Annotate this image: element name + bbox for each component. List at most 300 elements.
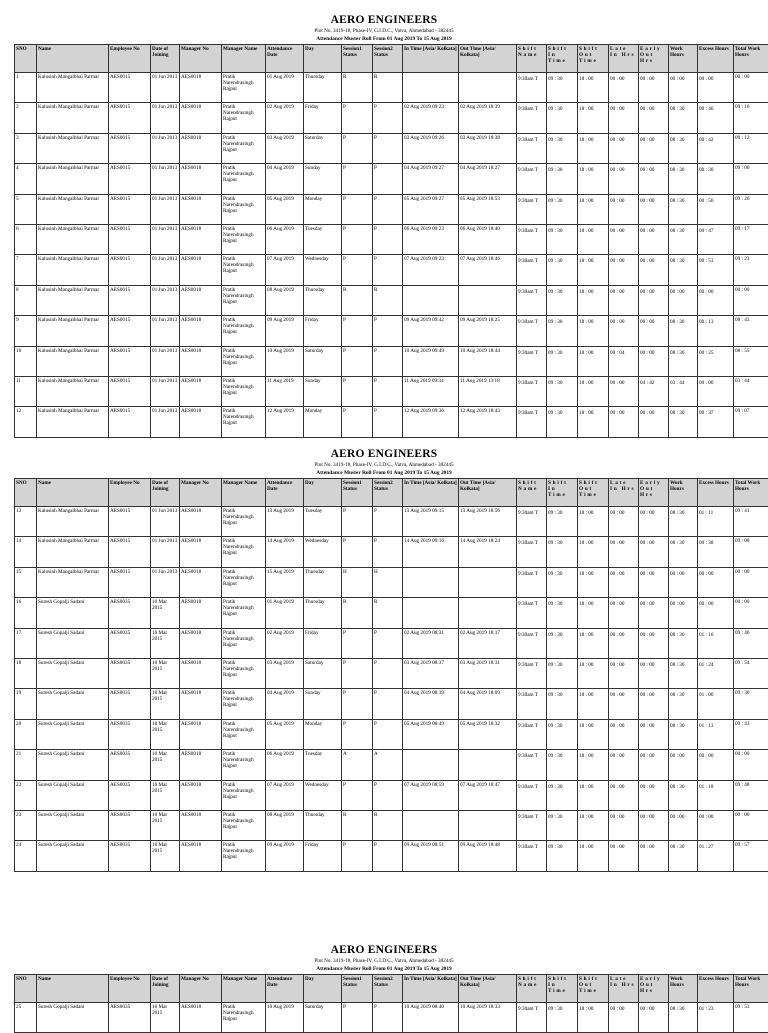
cell-session1-status: P	[342, 407, 373, 437]
cell-session2-status: R	[373, 73, 403, 103]
cell-manager-no: AES0018	[180, 133, 222, 163]
cell-session1-status: R	[342, 73, 373, 103]
column-header-excess-hours: Excess Hours	[698, 975, 734, 1003]
cell-late-in-hrs: 00 : 00	[609, 689, 639, 719]
cell-excess-hours: 00 : 00	[698, 567, 734, 597]
cell-shift-out-time: 18 : 00	[578, 628, 609, 658]
cell-in-time: 04 Aug 2019 09:27	[403, 164, 459, 194]
cell-name: Kalusinh Mangalbhai Parmar	[37, 285, 109, 315]
cell-date-of-joining: 10 Mar 2015	[151, 750, 180, 780]
cell-work-hours: 00 : 00	[669, 567, 698, 597]
column-header-out-time: Out Time [Asia/ Kolkata]	[459, 975, 517, 1003]
cell-in-time: 05 Aug 2019 08:49	[403, 719, 459, 749]
cell-in-time: 11 Aug 2019 09:34	[403, 376, 459, 406]
cell-session1-status: P	[342, 719, 373, 749]
cell-late-in-hrs: 00 : 00	[609, 224, 639, 254]
cell-employee-no: AES0015	[109, 376, 151, 406]
column-header-name: Name	[37, 975, 109, 1003]
cell-manager-name: Pratik Narendrasingh Rajput	[222, 719, 266, 749]
cell-excess-hours: 00 : 46	[698, 103, 734, 133]
cell-shift-in-time: 09 : 30	[547, 567, 578, 597]
cell-early-out-hrs: 00 : 00	[639, 689, 669, 719]
cell-shift-name: 9:30am T	[517, 1003, 547, 1033]
cell-late-in-hrs: 00 : 00	[609, 841, 639, 871]
cell-date-of-joining: 10 Mar 2015	[151, 1003, 180, 1033]
cell-session1-status: P	[342, 537, 373, 567]
column-header-total-work-hours: Total Work Hours	[734, 975, 768, 1003]
cell-shift-out-time: 18 : 00	[578, 598, 609, 628]
cell-early-out-hrs: 00 : 00	[639, 346, 669, 376]
cell-out-time: 02 Aug 2019 18:17	[459, 628, 517, 658]
cell-name: Kalusinh Mangalbhai Parmar	[37, 255, 109, 285]
cell-sno: 5	[15, 194, 37, 224]
cell-sno: 19	[15, 689, 37, 719]
cell-sno: 24	[15, 841, 37, 871]
table-row	[15, 133, 768, 163]
cell-total-work-hours: 09 : 48	[734, 780, 768, 810]
cell-manager-no: AES0018	[180, 537, 222, 567]
cell-excess-hours: 00 : 00	[698, 750, 734, 780]
cell-early-out-hrs: 00 : 00	[639, 841, 669, 871]
report-period-title: Attendance Muster Roll From 01 Aug 2019 To 15 Aug 2019	[14, 35, 754, 44]
cell-shift-in-time: 09 : 30	[547, 658, 578, 688]
column-header-date-of-joining: Date of Joining	[151, 479, 180, 507]
table-row	[15, 407, 768, 437]
cell-day: Saturday	[304, 1003, 342, 1033]
cell-day: Sunday	[304, 689, 342, 719]
cell-session1-status: P	[342, 689, 373, 719]
cell-session1-status: P	[342, 841, 373, 871]
cell-session1-status: P	[342, 164, 373, 194]
cell-out-time: 10 Aug 2019 18:33	[459, 1003, 517, 1033]
table-body	[15, 507, 768, 872]
cell-date-of-joining: 01 Jun 2013	[151, 255, 180, 285]
cell-date-of-joining: 10 Mar 2015	[151, 598, 180, 628]
cell-early-out-hrs: 00 : 00	[639, 316, 669, 346]
cell-out-time: 09 Aug 2019 18:48	[459, 841, 517, 871]
cell-sno: 21	[15, 750, 37, 780]
report-section	[14, 448, 754, 872]
cell-manager-no: AES0018	[180, 841, 222, 871]
cell-shift-name: 9:30am T	[517, 780, 547, 810]
cell-session2-status: P	[373, 255, 403, 285]
cell-attendance-date: 01 Aug 2019	[266, 598, 304, 628]
cell-date-of-joining: 01 Jun 2013	[151, 73, 180, 103]
column-header-session2-status: Session2 Status	[373, 975, 403, 1003]
cell-shift-name: 9:30am T	[517, 164, 547, 194]
cell-total-work-hours: 09 : 43	[734, 719, 768, 749]
cell-shift-name: 9:30am T	[517, 194, 547, 224]
table-row	[15, 750, 768, 780]
table-row	[15, 164, 768, 194]
table-row	[15, 1003, 768, 1033]
cell-manager-no: AES0018	[180, 194, 222, 224]
cell-sno: 1	[15, 73, 37, 103]
cell-shift-in-time: 09 : 30	[547, 507, 578, 537]
cell-late-in-hrs: 00 : 04	[609, 346, 639, 376]
cell-day: Friday	[304, 628, 342, 658]
table-row	[15, 346, 768, 376]
column-header-work-hours: Work Hours	[669, 975, 698, 1003]
cell-shift-in-time: 09 : 30	[547, 346, 578, 376]
cell-work-hours: 08 : 30	[669, 507, 698, 537]
cell-manager-name: Pratik Narendrasingh Rajput	[222, 658, 266, 688]
column-header-name: Name	[37, 479, 109, 507]
column-header-excess-hours: Excess Hours	[698, 45, 734, 73]
cell-manager-name: Pratik Narendrasingh Rajput	[222, 224, 266, 254]
cell-shift-out-time: 18 : 00	[578, 750, 609, 780]
cell-name: Suresh Gopalji Sadani	[37, 598, 109, 628]
cell-day: Monday	[304, 194, 342, 224]
cell-name: Kalusinh Mangalbhai Parmar	[37, 103, 109, 133]
table-row	[15, 567, 768, 597]
cell-sno: 7	[15, 255, 37, 285]
cell-total-work-hours: 09 : 23	[734, 255, 768, 285]
cell-manager-name: Pratik Narendrasingh Rajput	[222, 537, 266, 567]
cell-excess-hours: 00 : 25	[698, 346, 734, 376]
cell-manager-no: AES0018	[180, 255, 222, 285]
cell-early-out-hrs: 00 : 00	[639, 628, 669, 658]
cell-manager-name: Pratik Narendrasingh Rajput	[222, 316, 266, 346]
cell-manager-name: Pratik Narendrasingh Rajput	[222, 841, 266, 871]
cell-shift-in-time: 09 : 30	[547, 750, 578, 780]
company-address: Plot No. 3419-18, Phase-IV, G.I.D.C., Vatva, Ahmedabad - 382445	[14, 27, 754, 35]
cell-employee-no: AES0035	[109, 750, 151, 780]
cell-shift-name: 9:30am T	[517, 224, 547, 254]
cell-manager-no: AES0018	[180, 1003, 222, 1033]
column-header-employee-no: Employee No	[109, 479, 151, 507]
cell-day: Thursday	[304, 73, 342, 103]
cell-excess-hours: 00 : 38	[698, 537, 734, 567]
cell-shift-in-time: 09 : 30	[547, 285, 578, 315]
cell-late-in-hrs: 00 : 00	[609, 598, 639, 628]
cell-excess-hours: 00 : 00	[698, 810, 734, 840]
cell-day: Friday	[304, 316, 342, 346]
column-header-late-in-hrs: Late In Hrs	[609, 479, 639, 507]
table-row	[15, 689, 768, 719]
cell-manager-name: Pratik Narendrasingh Rajput	[222, 285, 266, 315]
cell-day: Saturday	[304, 133, 342, 163]
cell-session2-status: P	[373, 407, 403, 437]
cell-total-work-hours: 00 : 00	[734, 810, 768, 840]
cell-day: Saturday	[304, 346, 342, 376]
cell-employee-no: AES0035	[109, 689, 151, 719]
table-header	[15, 479, 768, 507]
cell-manager-no: AES0018	[180, 719, 222, 749]
cell-shift-name: 9:30am T	[517, 567, 547, 597]
cell-sno: 9	[15, 316, 37, 346]
cell-work-hours: 03 : 44	[669, 376, 698, 406]
cell-employee-no: AES0015	[109, 255, 151, 285]
cell-early-out-hrs: 00 : 00	[639, 407, 669, 437]
cell-excess-hours: 00 : 56	[698, 194, 734, 224]
cell-work-hours: 08 : 30	[669, 316, 698, 346]
cell-session2-status: P	[373, 133, 403, 163]
cell-manager-name: Pratik Narendrasingh Rajput	[222, 1003, 266, 1033]
cell-shift-out-time: 18 : 00	[578, 103, 609, 133]
cell-shift-out-time: 18 : 00	[578, 537, 609, 567]
cell-shift-name: 9:30am T	[517, 689, 547, 719]
cell-late-in-hrs: 00 : 00	[609, 255, 639, 285]
cell-total-work-hours: 00 : 00	[734, 567, 768, 597]
cell-work-hours: 08 : 30	[669, 407, 698, 437]
cell-out-time: 03 Aug 2019 18:31	[459, 658, 517, 688]
cell-in-time: 13 Aug 2019 09:15	[403, 507, 459, 537]
cell-employee-no: AES0035	[109, 810, 151, 840]
cell-shift-out-time: 18 : 00	[578, 376, 609, 406]
cell-shift-in-time: 09 : 30	[547, 376, 578, 406]
cell-in-time	[403, 750, 459, 780]
cell-shift-in-time: 09 : 30	[547, 780, 578, 810]
cell-out-time: 09 Aug 2019 18:25	[459, 316, 517, 346]
cell-excess-hours: 01 : 18	[698, 780, 734, 810]
cell-shift-out-time: 18 : 00	[578, 133, 609, 163]
cell-session1-status: P	[342, 224, 373, 254]
column-header-date-of-joining: Date of Joining	[151, 975, 180, 1003]
cell-work-hours: 00 : 00	[669, 810, 698, 840]
column-header-employee-no: Employee No	[109, 45, 151, 73]
cell-attendance-date: 08 Aug 2019	[266, 285, 304, 315]
cell-excess-hours: 01 : 11	[698, 507, 734, 537]
column-header-shift-in-time: Shift In Time	[547, 45, 578, 73]
column-header-shift-out-time: Shift Out Time	[578, 479, 609, 507]
cell-name: Kalusinh Mangalbhai Parmar	[37, 376, 109, 406]
cell-shift-in-time: 09 : 30	[547, 224, 578, 254]
column-header-in-time: In Time [Asia/ Kolkata]	[403, 975, 459, 1003]
report-section	[14, 14, 754, 438]
header-row	[15, 975, 768, 1003]
cell-manager-no: AES0018	[180, 407, 222, 437]
cell-late-in-hrs: 00 : 00	[609, 658, 639, 688]
cell-work-hours: 08 : 30	[669, 346, 698, 376]
cell-session1-status: P	[342, 1003, 373, 1033]
cell-shift-out-time: 18 : 00	[578, 316, 609, 346]
cell-session1-status: R	[342, 285, 373, 315]
cell-name: Kalusinh Mangalbhai Parmar	[37, 407, 109, 437]
table-row	[15, 316, 768, 346]
cell-session2-status: P	[373, 346, 403, 376]
cell-early-out-hrs: 00 : 00	[639, 719, 669, 749]
cell-excess-hours: 00 : 42	[698, 133, 734, 163]
cell-late-in-hrs: 00 : 00	[609, 103, 639, 133]
cell-manager-no: AES0018	[180, 376, 222, 406]
column-header-early-out-hrs: Early Out Hrs	[639, 975, 669, 1003]
cell-late-in-hrs: 00 : 00	[609, 316, 639, 346]
cell-session2-status: R	[373, 810, 403, 840]
cell-attendance-date: 05 Aug 2019	[266, 719, 304, 749]
column-header-manager-name: Manager Name	[222, 975, 266, 1003]
cell-session1-status: R	[342, 810, 373, 840]
cell-attendance-date: 02 Aug 2019	[266, 628, 304, 658]
cell-in-time: 14 Aug 2019 09:16	[403, 537, 459, 567]
cell-late-in-hrs: 00 : 00	[609, 164, 639, 194]
cell-date-of-joining: 01 Jun 2013	[151, 133, 180, 163]
cell-out-time: 13 Aug 2019 18:56	[459, 507, 517, 537]
cell-total-work-hours: 09 : 00	[734, 164, 768, 194]
cell-excess-hours: 00 : 00	[698, 285, 734, 315]
cell-shift-in-time: 09 : 30	[547, 841, 578, 871]
column-header-session1-status: Session1 Status	[342, 975, 373, 1003]
cell-out-time	[459, 598, 517, 628]
cell-attendance-date: 12 Aug 2019	[266, 407, 304, 437]
cell-session1-status: P	[342, 255, 373, 285]
cell-session2-status: P	[373, 780, 403, 810]
column-header-sno: SNO	[15, 479, 37, 507]
cell-sno: 8	[15, 285, 37, 315]
column-header-sno: SNO	[15, 45, 37, 73]
cell-work-hours: 00 : 00	[669, 750, 698, 780]
cell-early-out-hrs: 00 : 00	[639, 658, 669, 688]
cell-in-time: 12 Aug 2019 09:36	[403, 407, 459, 437]
cell-date-of-joining: 10 Mar 2015	[151, 780, 180, 810]
cell-work-hours: 08 : 30	[669, 719, 698, 749]
cell-date-of-joining: 10 Mar 2015	[151, 658, 180, 688]
cell-manager-no: AES0018	[180, 346, 222, 376]
cell-shift-in-time: 09 : 30	[547, 255, 578, 285]
cell-in-time	[403, 285, 459, 315]
cell-name: Suresh Gopalji Sadani	[37, 1003, 109, 1033]
cell-shift-out-time: 18 : 00	[578, 810, 609, 840]
cell-name: Kalusinh Mangalbhai Parmar	[37, 537, 109, 567]
cell-early-out-hrs: 00 : 00	[639, 255, 669, 285]
cell-name: Kalusinh Mangalbhai Parmar	[37, 507, 109, 537]
cell-date-of-joining: 01 Jun 2013	[151, 316, 180, 346]
cell-date-of-joining: 01 Jun 2013	[151, 346, 180, 376]
cell-session2-status: P	[373, 537, 403, 567]
cell-total-work-hours: 09 : 17	[734, 224, 768, 254]
cell-manager-no: AES0018	[180, 689, 222, 719]
cell-shift-in-time: 09 : 30	[547, 598, 578, 628]
cell-out-time: 03 Aug 2019 18:38	[459, 133, 517, 163]
column-header-early-out-hrs: Early Out Hrs	[639, 45, 669, 73]
cell-shift-out-time: 18 : 00	[578, 346, 609, 376]
company-address: Plot No. 3419-18, Phase-IV, G.I.D.C., Vatva, Ahmedabad - 382445	[14, 461, 754, 469]
cell-work-hours: 00 : 00	[669, 285, 698, 315]
cell-session2-status: P	[373, 316, 403, 346]
cell-session1-status: P	[342, 507, 373, 537]
cell-manager-name: Pratik Narendrasingh Rajput	[222, 194, 266, 224]
cell-manager-no: AES0018	[180, 628, 222, 658]
cell-attendance-date: 13 Aug 2019	[266, 507, 304, 537]
cell-date-of-joining: 01 Jun 2013	[151, 194, 180, 224]
column-header-early-out-hrs: Early Out Hrs	[639, 479, 669, 507]
cell-early-out-hrs: 00 : 00	[639, 224, 669, 254]
cell-out-time	[459, 73, 517, 103]
cell-work-hours: 08 : 30	[669, 780, 698, 810]
cell-attendance-date: 08 Aug 2019	[266, 810, 304, 840]
cell-shift-in-time: 09 : 30	[547, 719, 578, 749]
cell-session2-status: P	[373, 628, 403, 658]
cell-manager-name: Pratik Narendrasingh Rajput	[222, 376, 266, 406]
cell-shift-in-time: 09 : 30	[547, 194, 578, 224]
cell-out-time: 10 Aug 2019 18:44	[459, 346, 517, 376]
cell-early-out-hrs: 04 : 42	[639, 376, 669, 406]
cell-day: Thursday	[304, 285, 342, 315]
cell-shift-name: 9:30am T	[517, 719, 547, 749]
cell-manager-name: Pratik Narendrasingh Rajput	[222, 628, 266, 658]
column-header-shift-name: Shift Name	[517, 45, 547, 73]
column-header-excess-hours: Excess Hours	[698, 479, 734, 507]
cell-manager-name: Pratik Narendrasingh Rajput	[222, 810, 266, 840]
cell-late-in-hrs: 00 : 00	[609, 73, 639, 103]
cell-employee-no: AES0035	[109, 598, 151, 628]
cell-sno: 10	[15, 346, 37, 376]
cell-shift-in-time: 09 : 30	[547, 133, 578, 163]
cell-early-out-hrs: 00 : 00	[639, 194, 669, 224]
column-header-attendance-date: Attendance Date	[266, 479, 304, 507]
cell-excess-hours: 01 : 13	[698, 719, 734, 749]
cell-manager-name: Pratik Narendrasingh Rajput	[222, 689, 266, 719]
table-row	[15, 628, 768, 658]
cell-attendance-date: 03 Aug 2019	[266, 133, 304, 163]
cell-early-out-hrs: 00 : 00	[639, 103, 669, 133]
cell-session2-status: P	[373, 689, 403, 719]
column-header-session2-status: Session2 Status	[373, 479, 403, 507]
cell-total-work-hours: 09 : 54	[734, 658, 768, 688]
company-name: AERO ENGINEERS	[14, 448, 754, 461]
cell-shift-name: 9:30am T	[517, 841, 547, 871]
cell-in-time: 10 Aug 2019 09:49	[403, 346, 459, 376]
cell-out-time: 06 Aug 2019 18:40	[459, 224, 517, 254]
cell-out-time: 05 Aug 2019 18:32	[459, 719, 517, 749]
cell-in-time: 06 Aug 2019 09:23	[403, 224, 459, 254]
cell-in-time: 07 Aug 2019 09:23	[403, 255, 459, 285]
column-header-shift-name: Shift Name	[517, 479, 547, 507]
cell-shift-name: 9:30am T	[517, 407, 547, 437]
column-header-shift-in-time: Shift In Time	[547, 975, 578, 1003]
cell-employee-no: AES0035	[109, 658, 151, 688]
cell-employee-no: AES0035	[109, 780, 151, 810]
cell-attendance-date: 02 Aug 2019	[266, 103, 304, 133]
cell-employee-no: AES0015	[109, 507, 151, 537]
cell-in-time	[403, 598, 459, 628]
cell-sno: 23	[15, 810, 37, 840]
cell-session2-status: P	[373, 507, 403, 537]
cell-session2-status: P	[373, 103, 403, 133]
cell-day: Tuesday	[304, 750, 342, 780]
cell-session1-status: P	[342, 628, 373, 658]
cell-employee-no: AES0015	[109, 133, 151, 163]
cell-shift-in-time: 09 : 30	[547, 689, 578, 719]
cell-shift-out-time: 18 : 00	[578, 407, 609, 437]
cell-excess-hours: 00 : 37	[698, 407, 734, 437]
cell-session1-status: A	[342, 750, 373, 780]
cell-late-in-hrs: 00 : 00	[609, 567, 639, 597]
cell-day: Friday	[304, 841, 342, 871]
cell-total-work-hours: 00 : 00	[734, 598, 768, 628]
attendance-table	[14, 44, 768, 438]
cell-session1-status: R	[342, 598, 373, 628]
cell-early-out-hrs: 00 : 00	[639, 810, 669, 840]
column-header-in-time: In Time [Asia/ Kolkata]	[403, 479, 459, 507]
column-header-shift-out-time: Shift Out Time	[578, 975, 609, 1003]
table-body	[15, 1003, 768, 1033]
cell-employee-no: AES0015	[109, 537, 151, 567]
column-header-manager-no: Manager No	[180, 45, 222, 73]
cell-session1-status: P	[342, 658, 373, 688]
cell-name: Suresh Gopalji Sadani	[37, 628, 109, 658]
cell-manager-no: AES0018	[180, 598, 222, 628]
cell-session1-status: P	[342, 780, 373, 810]
column-header-in-time: In Time [Asia/ Kolkata]	[403, 45, 459, 73]
cell-in-time: 02 Aug 2019 08:31	[403, 628, 459, 658]
cell-shift-out-time: 18 : 00	[578, 224, 609, 254]
report-section	[14, 944, 754, 1033]
company-name: AERO ENGINEERS	[14, 944, 754, 957]
attendance-table	[14, 974, 768, 1033]
cell-out-time: 05 Aug 2019 18:53	[459, 194, 517, 224]
cell-work-hours: 08 : 30	[669, 689, 698, 719]
